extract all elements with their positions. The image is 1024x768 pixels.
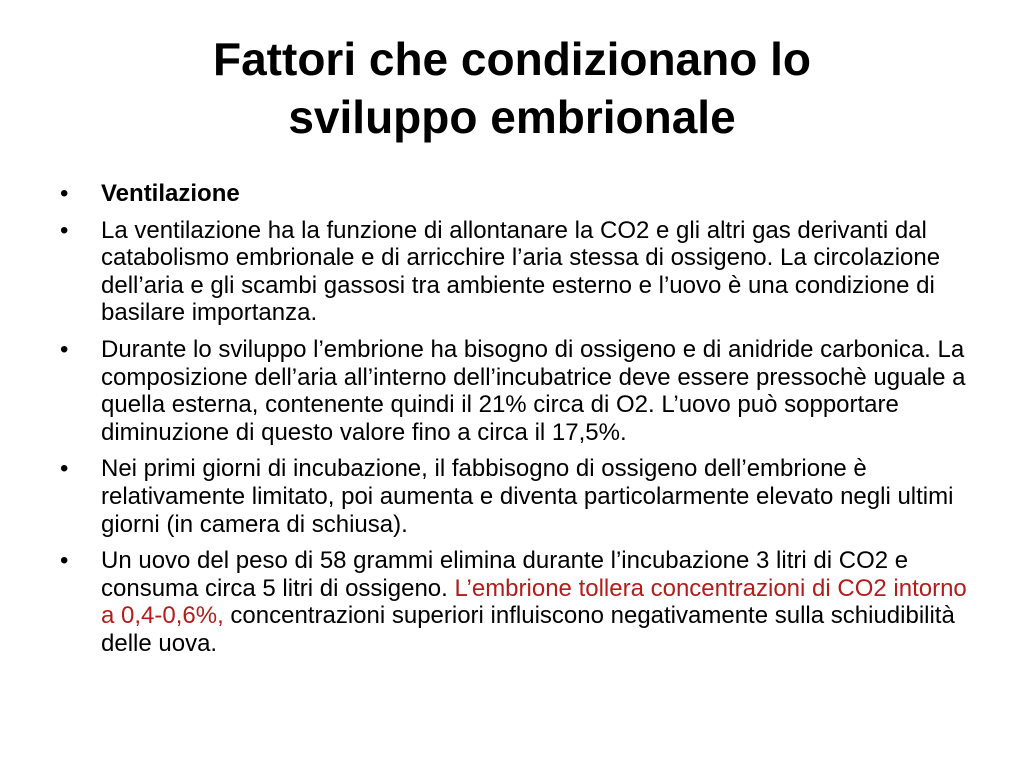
bullet-text: La ventilazione ha la funzione di allontanare la CO2 e gli altri gas derivanti dal catabolismo embrionale e di arricchire l’aria stessa di ossigeno. La circolazione dell’aria e gli scambi gassosi tra ambiente esterno e l’uovo è una condizione di basilare importanza. (101, 216, 941, 327)
bullet-item-ventilazione (60, 180, 972, 208)
bullet-item-oxygen-needs (60, 336, 972, 446)
bullet-dot-icon: • (60, 335, 69, 363)
slide-title-line-1: Fattori che condizionano lo (213, 33, 811, 85)
bullet-text-highlight: L’embrione tollera concentrazioni di CO2 intorno a 0,4-0,6%, (101, 574, 967, 630)
bullet-item-co2-tolerance (60, 547, 972, 657)
bullet-dot-icon: • (60, 455, 69, 483)
bullet-heading: Ventilazione (101, 180, 240, 207)
bullet-text-part: concentrazioni superiori influiscono negativamente sulla schiudibilità delle uova. (101, 602, 955, 657)
bullet-item-ventilation-function (60, 217, 972, 327)
slide-title-line-2: sviluppo embrionale (288, 91, 736, 143)
bullet-dot-icon: • (60, 547, 69, 575)
slide-title (80, 30, 944, 146)
bullet-list (60, 180, 972, 667)
bullet-dot-icon: • (60, 216, 69, 244)
bullet-dot-icon: • (60, 180, 69, 207)
bullet-item-first-days (60, 455, 972, 538)
bullet-text-part: Un uovo del peso di 58 grammi elimina durante l’incubazione 3 litri di CO2 e consuma circa 5 litri di ossigeno. (101, 547, 909, 602)
bullet-text: Durante lo sviluppo l’embrione ha bisogno di ossigeno e di anidride carbonica. La composizione dell’aria all’interno dell’incubatrice deve essere pressochè uguale a quella esterna, contenente quindi il 21% circa di O2. L’uovo può sopportare diminuzione di questo valore fino a circa il 17,5%. (101, 335, 966, 446)
bullet-text: Nei primi giorni di incubazione, il fabbisogno di ossigeno dell’embrione è relativamente limitato, poi aumenta e diventa particolarmente elevato negli ultimi giorni (in camera di schiusa). (101, 455, 954, 538)
